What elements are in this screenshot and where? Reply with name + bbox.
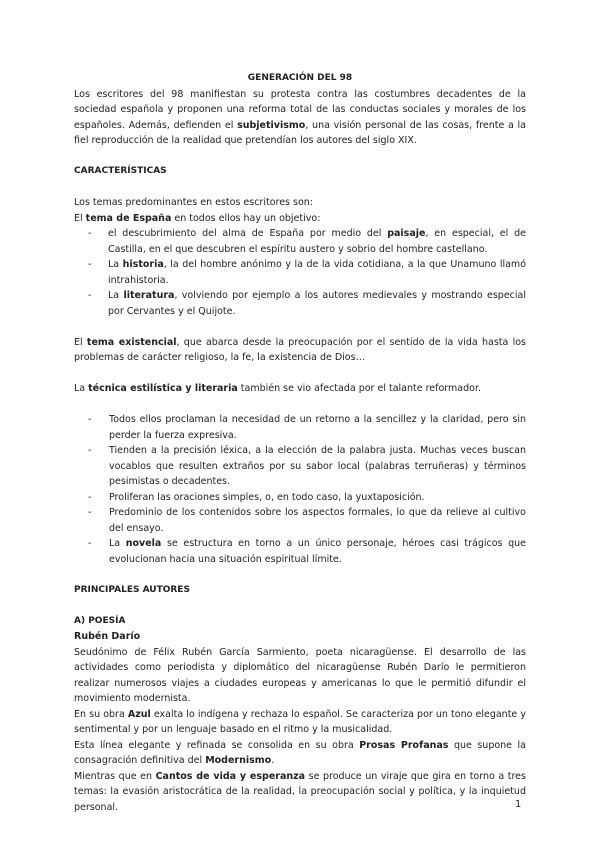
spain-theme-line [74,211,526,227]
page-number: 1 [515,799,522,810]
text: que supone la consagración definitiva del [74,739,526,766]
text: , la del hombre anónimo y la de la vida cotidiana, a la que Unamuno llamó intrahistoria. [108,259,527,286]
list-item: - Todos ellos proclaman la necesidad de un retorno a la sencillez y la claridad, pero sin perder la fuerza expresiva. [74,412,526,443]
bold-term: Modernismo [205,755,272,766]
intro-bold-term: subjetivismo [237,119,306,131]
authors-heading: PRINCIPALES AUTORES [74,584,190,595]
document-title: GENERACIÓN DEL 98 [247,73,353,83]
text: , en especial, el de Castilla, en el que descubren el espíritu austero y sobrio del hombre castellano. [108,228,526,255]
azul-paragraph [74,707,526,738]
work-title: Prosas Profanas [359,739,449,751]
work-title: Cantos de vida y esperanza [155,770,306,782]
author-name: Rubén Darío [74,631,141,642]
text: en todos ellos hay un objetivo: [171,212,321,224]
text: En su obra [74,708,128,720]
technique-list [74,412,526,567]
bold-term: novela [125,538,162,549]
prosas-paragraph [74,738,526,769]
text: Mientras que en [74,770,156,782]
text: se estructura en torno a un único personaje, héroes casi trágicos que evolucionan hacia una situación espiritual límite. [109,538,526,565]
technique-paragraph [74,381,526,397]
text: , que abarca desde la preocupación por el sentido de la vida hasta los problemas de carácter religioso, la fe, la existencia de Dios… [74,336,526,363]
text: La [74,383,89,394]
list-item: - Proliferan las oraciones simples, o, en todo caso, la yuxtaposición. [74,490,526,506]
text: La [108,290,124,301]
characteristics-heading: CARACTERÍSTICAS [74,166,167,176]
cantos-paragraph [74,769,526,816]
text: El [74,212,86,224]
list-item: - Predominio de los contenidos sobre los aspectos formales, lo que da relieve al cultivo del ensayo. [74,505,526,536]
bold-term: historia [122,259,164,270]
list-item [74,288,526,319]
bold-term: literatura [123,290,175,301]
text: La [109,538,126,549]
list-item: - Tienden a la precisión léxica, a la elección de la palabra justa. Muchas veces buscan vocablos que resulten extraños por su sabor local (palabras terruñeras) y términos pesimistas o decadentes. [74,443,526,490]
text: , volviendo por ejemplo a los autores medievales y mostrando especial por Cervantes y el Quijote. [108,290,526,317]
existential-paragraph [74,335,526,366]
text: . [271,755,275,766]
list-item [74,257,526,288]
document-body [74,71,526,815]
list-item [74,226,526,257]
text: se produce un viraje que gira en torno a tres temas: la evasión aristocrática de la realidad, la preocupación social y política, y la inquietud personal. [74,770,526,813]
intro-text-end: , una visión personal de las cosas, frente a la fiel reproducción de la realidad que pretendían los autores del siglo XIX. [74,119,526,146]
bold-term: paisaje [387,228,426,239]
poetry-heading: A) POESÍA [74,615,126,626]
intro-paragraph [74,87,526,149]
spain-theme-term: tema de España [85,212,172,224]
text: Esta línea elegante y refinada se consolida en su obra [74,739,360,751]
author-bio: Seudónimo de Félix Rubén García Sarmiento, poeta nicaragüense. El desarrollo de las actividades como periodista y diplomático del nicaragüense Rubén Darío le permitieron realizar numerosos viajes a ciudades europeas y americanas lo que le permitió difundir el movimiento modernista. [74,646,526,704]
themes-intro: Los temas predominantes en estos escritores son: [74,197,314,208]
list-item [74,536,526,567]
intro-text: Los escritores del 98 manifiestan su protesta contra las costumbres decadentes de la sociedad española y proponen una reforma total de las conductas sociales y morales de los españoles. Además, defienden el [74,88,526,131]
text: también se vio afectada por el talante reformador. [237,383,482,394]
text: el descubrimiento del alma de España por medio del [108,228,388,239]
spain-theme-list [74,226,526,319]
existential-term: tema existencial [86,336,177,348]
text: La [108,259,123,270]
technique-term: técnica estilística y literaria [88,383,238,394]
work-title: Azul [127,708,151,720]
text: El [74,336,87,348]
text: exalta lo indígena y rechaza lo español. Se caracteriza por un tono elegante y sentimental y por un lenguaje basado en el ritmo y la musicalidad. [74,708,526,735]
